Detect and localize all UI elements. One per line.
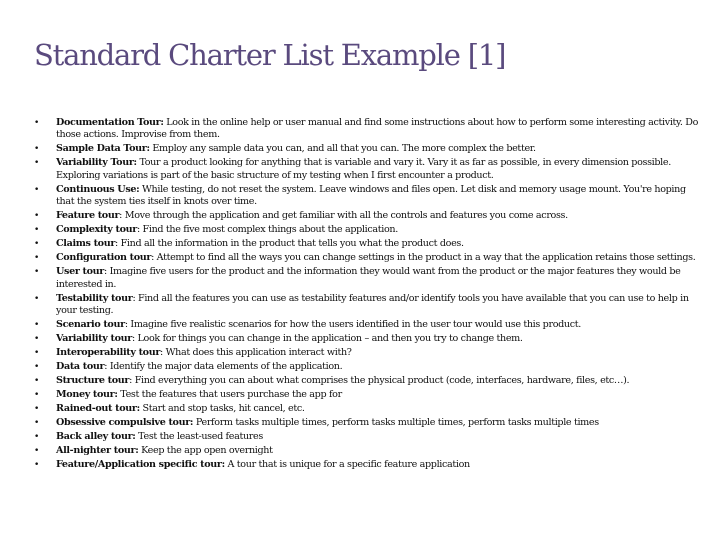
list-item — [34, 459, 698, 471]
tour-name: Scenario tour — [56, 319, 125, 331]
list-item — [34, 389, 698, 401]
tour-name: Documentation Tour: — [56, 117, 164, 128]
list-item — [34, 293, 698, 318]
bullet-icon: • — [34, 418, 39, 429]
charter-list — [34, 117, 698, 473]
tour-description: Employ any sample data you can, and all that you can. The more complex the better. — [149, 143, 536, 155]
bullet-icon: • — [34, 376, 39, 387]
tour-name: Complexity tour — [56, 224, 137, 236]
bullet-icon: • — [34, 253, 39, 264]
tour-name: Interoperability tour — [56, 347, 161, 359]
list-item — [34, 375, 698, 387]
tour-name: Sample Data Tour: — [56, 143, 150, 155]
tour-description: A tour that is unique for a specific feature application — [224, 459, 470, 471]
list-item — [34, 319, 698, 331]
list-item — [34, 431, 698, 443]
list-item — [34, 210, 698, 222]
tour-description: : Imagine five realistic scenarios for how the users identified in the user tour would use this product. — [124, 319, 581, 331]
tour-description: Look in the online help or user manual and find some instructions about how to perform some interesting activity. Do those actions. Improvise from them. — [56, 117, 699, 141]
bullet-icon: • — [34, 211, 39, 222]
tour-description: : Imagine five users for the product and the information they would want from the product or the major features they would be interested in. — [56, 266, 681, 290]
bullet-icon: • — [34, 404, 39, 415]
tour-description: Start and stop tasks, hit cancel, etc. — [139, 403, 305, 415]
list-item — [34, 417, 698, 429]
tour-name: Data tour — [56, 361, 105, 373]
bullet-icon: • — [34, 225, 39, 236]
tour-description: : Identify the major data elements of the application. — [104, 361, 343, 373]
bullet-icon: • — [34, 446, 39, 457]
list-item — [34, 266, 698, 291]
bullet-icon: • — [34, 390, 39, 401]
tour-name: Obsessive compulsive tour: — [56, 417, 194, 429]
tour-name: Money tour: — [56, 389, 118, 401]
tour-name: Variability Tour: — [56, 157, 137, 169]
tour-description: Perform tasks multiple times, perform tasks multiple times, perform tasks multiple times — [193, 417, 599, 429]
slide-title: Standard Charter List Example [1] — [34, 38, 506, 72]
bullet-icon: • — [34, 432, 39, 443]
bullet-icon: • — [34, 267, 39, 278]
tour-description: : Look for things you can change in the application – and then you try to change them. — [131, 333, 523, 345]
tour-name: Structure tour — [56, 375, 130, 387]
list-item — [34, 143, 698, 155]
tour-description: : Move through the application and get familiar with all the controls and features you come across. — [119, 210, 568, 222]
tour-name: All-nighter tour: — [56, 445, 139, 457]
tour-description: Tour a product looking for anything that is variable and vary it. Vary it as far as possible, in every dimension possible. Exploring variations is part of the basic structure of my testing when I first encounter a product. — [56, 157, 671, 181]
bullet-icon: • — [34, 118, 39, 128]
tour-name: Variability tour — [56, 333, 132, 345]
list-item — [34, 403, 698, 415]
list-item — [34, 157, 698, 182]
tour-name: Back alley tour: — [56, 431, 136, 443]
list-item — [34, 224, 698, 236]
tour-description: : Find all the features you can use as testability features and/or identify tools you have available that you can use to help in your testing. — [56, 292, 689, 317]
tour-name: Rained-out tour: — [56, 403, 140, 415]
tour-description: : What does this application interact with? — [160, 347, 352, 359]
tour-name: Testability tour — [56, 292, 133, 304]
tour-name: User tour — [56, 266, 104, 278]
list-item — [34, 361, 698, 373]
tour-description: Test the features that users purchase the app for — [117, 389, 342, 401]
bullet-icon: • — [34, 158, 39, 169]
bullet-icon: • — [34, 144, 39, 155]
list-item — [34, 252, 698, 264]
tour-description: Keep the app open overnight — [138, 445, 273, 457]
tour-description: : Find all the information in the product that tells you what the product does. — [115, 238, 464, 250]
bullet-icon: • — [34, 293, 39, 304]
tour-description: : Find the five most complex things about the application. — [136, 224, 398, 236]
tour-name: Feature tour — [56, 210, 120, 222]
bullet-icon: • — [34, 362, 39, 373]
bullet-icon: • — [34, 334, 39, 345]
tour-name: Configuration tour — [56, 252, 152, 264]
bullet-icon: • — [34, 239, 39, 250]
tour-description: While testing, do not reset the system. Leave windows and files open. Let disk and memory usage mount. You're hoping that the system ties itself in knots over time. — [56, 183, 686, 208]
list-item — [34, 445, 698, 457]
list-item — [34, 117, 698, 142]
tour-description: : Attempt to find all the ways you can change settings in the product in a way that the application retains those settings. — [151, 252, 696, 264]
bullet-icon: • — [34, 184, 39, 195]
tour-name: Continuous Use: — [56, 183, 140, 195]
bullet-icon: • — [34, 348, 39, 359]
list-item — [34, 333, 698, 345]
list-item — [34, 238, 698, 250]
bullet-icon: • — [34, 460, 39, 471]
bullet-icon: • — [34, 320, 39, 331]
tour-description: Test the least-used features — [135, 431, 263, 443]
list-item — [34, 347, 698, 359]
tour-name: Claims tour — [56, 238, 116, 250]
tour-description: : Find everything you can about what comprises the physical product (code, interfaces, hardware, files, etc…). — [129, 375, 630, 387]
list-item — [34, 184, 698, 209]
tour-name: Feature/Application specific tour: — [56, 459, 225, 471]
